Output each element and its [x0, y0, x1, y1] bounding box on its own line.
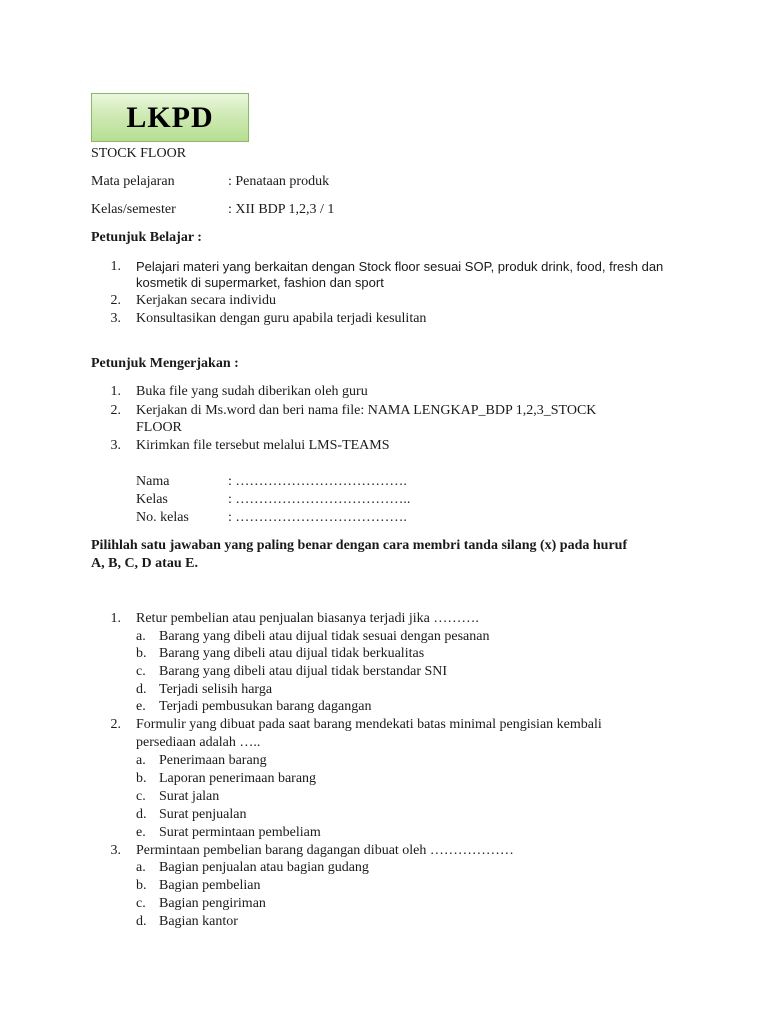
- info-value-class: : XII BDP 1,2,3 / 1: [228, 202, 335, 217]
- option-letter: d.: [136, 914, 147, 929]
- list-number: 3.: [110, 438, 121, 453]
- list-item-text: Kerjakan secara individu: [136, 293, 276, 308]
- option-letter: c.: [136, 664, 146, 679]
- option-text: Laporan penerimaan barang: [159, 771, 317, 786]
- option-letter: d.: [136, 682, 147, 697]
- option-letter: a.: [136, 753, 146, 768]
- list-item-text: Pelajari materi yang berkaitan dengan Stock floor sesuai SOP, produk drink, food, fresh dan: [136, 259, 664, 274]
- list-item-text: Buka file yang sudah diberikan oleh guru: [136, 384, 368, 399]
- question-number: 1.: [110, 611, 121, 626]
- option-text: Barang yang dibeli atau dijual tidak berstandar SNI: [159, 664, 448, 679]
- info-label-subject: Mata pelajaran: [91, 174, 175, 189]
- option-text: Barang yang dibeli atau dijual tidak berkualitas: [159, 646, 425, 661]
- option-text: Surat penjualan: [159, 807, 247, 822]
- identity-blank-class-number: : ……………………………….: [228, 510, 407, 525]
- question-number: 3.: [110, 843, 121, 858]
- heading-petunjuk-belajar: Petunjuk Belajar :: [91, 230, 202, 245]
- option-text: Bagian penjualan atau bagian gudang: [159, 860, 369, 875]
- option-letter: e.: [136, 699, 146, 714]
- option-letter: c.: [136, 789, 146, 804]
- option-text: Bagian pembelian: [159, 878, 261, 893]
- list-item-text: Konsultasikan dengan guru apabila terjadi kesulitan: [136, 311, 427, 326]
- option-letter: a.: [136, 860, 146, 875]
- list-number: 3.: [110, 311, 121, 326]
- info-value-subject: : Penataan produk: [228, 174, 330, 189]
- identity-label-class-number: No. kelas: [136, 510, 189, 525]
- list-item-text: kosmetik di supermarket, fashion dan sport: [136, 275, 384, 290]
- option-text: Penerimaan barang: [159, 753, 267, 768]
- question-text: persediaan adalah …..: [136, 735, 261, 750]
- list-number: 1.: [110, 259, 121, 274]
- question-text: Formulir yang dibuat pada saat barang mendekati batas minimal pengisian kembali: [136, 717, 602, 732]
- identity-blank-class: : ………………………………..: [228, 492, 411, 507]
- option-text: Terjadi selisih harga: [159, 682, 273, 697]
- lkpd-title-box: LKPD: [91, 93, 249, 142]
- option-text: Barang yang dibeli atau dijual tidak sesuai dengan pesanan: [159, 629, 490, 644]
- option-text: Surat permintaan pembeliam: [159, 825, 321, 840]
- question-text: Retur pembelian atau penjualan biasanya terjadi jika ……….: [136, 611, 479, 626]
- option-text: Terjadi pembusukan barang dagangan: [159, 699, 372, 714]
- option-letter: b.: [136, 646, 147, 661]
- question-number: 2.: [110, 717, 121, 732]
- instruction-text: Pilihlah satu jawaban yang paling benar dengan cara membri tanda silang (x) pada huruf: [91, 538, 628, 553]
- option-text: Bagian pengiriman: [159, 896, 266, 911]
- list-number: 2.: [110, 293, 121, 308]
- option-text: Bagian kantor: [159, 914, 238, 929]
- list-item-text: Kerjakan di Ms.word dan beri nama file: NAMA LENGKAP_BDP 1,2,3_STOCK: [136, 403, 597, 418]
- identity-label-class: Kelas: [136, 492, 168, 507]
- option-letter: a.: [136, 629, 146, 644]
- question-text: Permintaan pembelian barang dagangan dibuat oleh ………………: [136, 843, 514, 858]
- identity-label-name: Nama: [136, 474, 170, 489]
- identity-blank-name: : ……………………………….: [228, 474, 407, 489]
- list-number: 2.: [110, 403, 121, 418]
- document-subtitle: STOCK FLOOR: [91, 146, 187, 161]
- list-number: 1.: [110, 384, 121, 399]
- option-letter: b.: [136, 878, 147, 893]
- option-text: Surat jalan: [159, 789, 220, 804]
- list-item-text: Kirimkan file tersebut melalui LMS-TEAMS: [136, 438, 390, 453]
- option-letter: d.: [136, 807, 147, 822]
- info-label-class: Kelas/semester: [91, 202, 176, 217]
- option-letter: b.: [136, 771, 147, 786]
- option-letter: c.: [136, 896, 146, 911]
- list-item-text: FLOOR: [136, 420, 182, 435]
- heading-petunjuk-mengerjakan: Petunjuk Mengerjakan :: [91, 356, 239, 371]
- option-letter: e.: [136, 825, 146, 840]
- instruction-text: A, B, C, D atau E.: [91, 556, 198, 571]
